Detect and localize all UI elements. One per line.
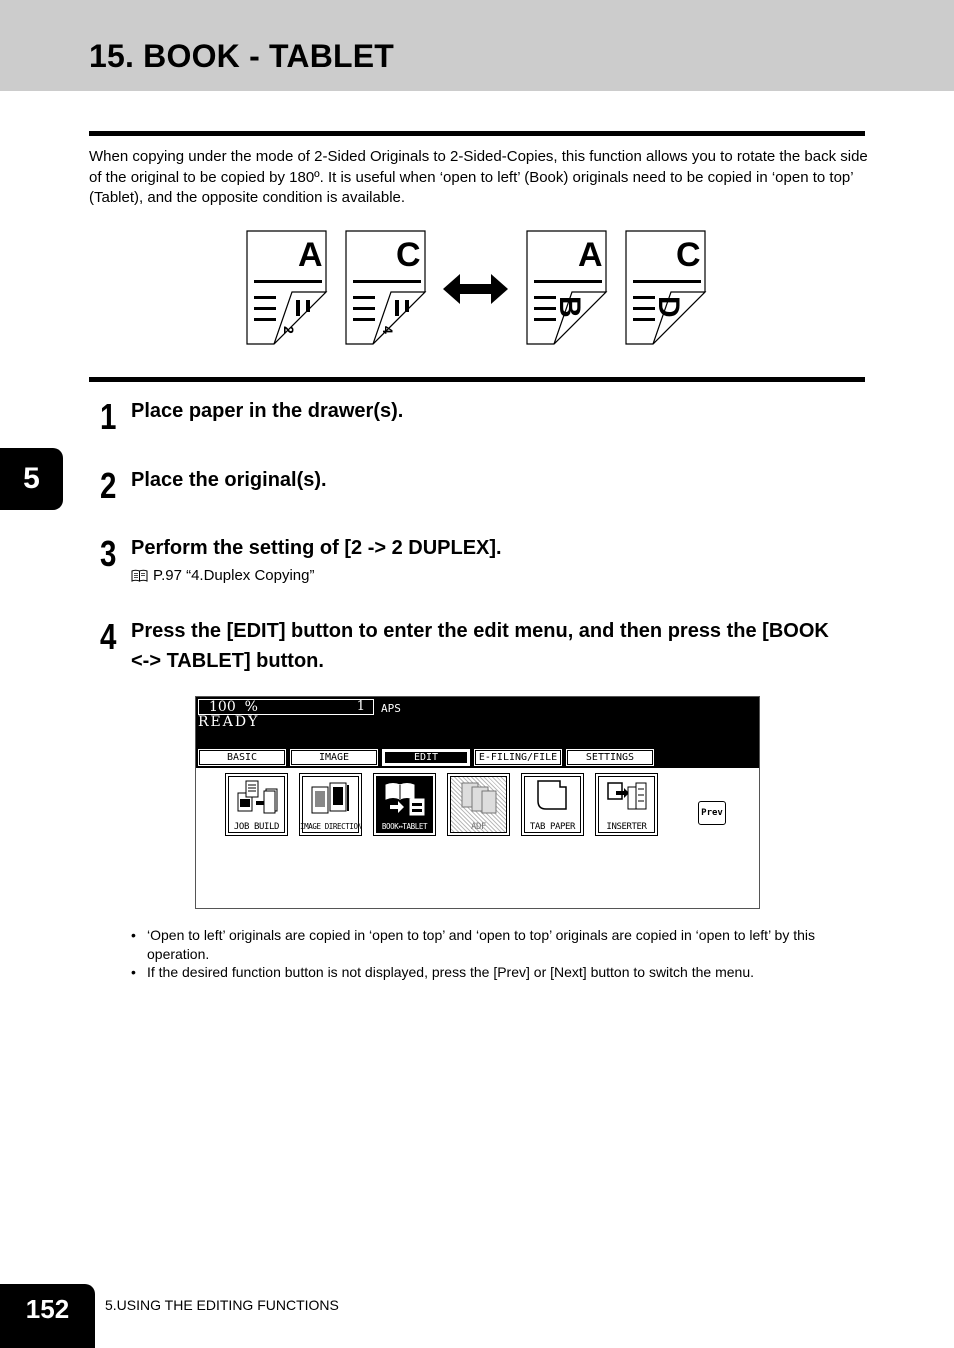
intro-paragraph: When copying under the mode of 2-Sided Originals to 2-Sided-Copies, this function allows you to rotate the back side of the original to be copied by 180º. It is useful when ‘open to left’ (Book) originals need to be copied in ‘open to top’ (Tablet), and the opposite condition is available. xyxy=(89,148,868,206)
step-text: Press the [EDIT] button to enter the edit menu, and then press the [BOOK <-> TABLET] button. xyxy=(131,620,829,672)
image-direction-icon xyxy=(310,779,352,817)
note-item: • If the desired function button is not displayed, press the [Prev] or [Next] button to switch the menu. xyxy=(131,963,861,982)
status-message: READY xyxy=(198,714,260,730)
sheet-2-front-letter: C xyxy=(396,236,421,274)
tab-paper-icon xyxy=(532,779,574,817)
tab-basic[interactable]: BASIC xyxy=(198,749,286,766)
note-item: • ‘Open to left’ originals are copied in ‘open to top’ and ‘open to top’ originals are copied in ‘open to left’ by this operation. xyxy=(131,926,861,963)
sheet-a-b xyxy=(527,231,606,344)
sheet-c-4 xyxy=(346,231,425,344)
button-label: ADF xyxy=(470,822,487,832)
sheet-a-2 xyxy=(247,231,326,344)
step-text: Perform the setting of [2 -> 2 DUPLEX]. xyxy=(131,537,502,559)
double-arrow-icon xyxy=(443,274,508,304)
inserter-button[interactable] xyxy=(595,773,658,836)
sheet-3-back-letter: B xyxy=(553,296,586,318)
sheet-4-front-letter: C xyxy=(676,236,701,274)
tab-image[interactable]: IMAGE xyxy=(290,749,378,766)
reference-text: P.97 “4.Duplex Copying” xyxy=(153,567,315,584)
sheet-2-back-letter: 4 xyxy=(380,326,396,334)
tab-e-filing-file[interactable]: E-FILING/FILE xyxy=(474,749,562,766)
step-text: Place paper in the drawer(s). xyxy=(131,400,404,422)
tab-edit[interactable]: EDIT xyxy=(382,749,470,766)
reference-link[interactable] xyxy=(131,567,314,584)
sheet-3-front-letter: A xyxy=(578,236,603,274)
button-label: INSERTER xyxy=(606,822,647,832)
adf-icon xyxy=(458,779,500,817)
tab-paper-button[interactable] xyxy=(521,773,584,836)
sheet-4-back-letter: D xyxy=(652,296,685,318)
button-label: IMAGE DIRECTION xyxy=(300,822,362,831)
step-text: Place the original(s). xyxy=(131,469,327,491)
paper-mode: APS xyxy=(381,702,401,715)
adf-button[interactable] xyxy=(447,773,510,836)
magnification-display xyxy=(198,699,374,715)
sheet-c-d xyxy=(626,231,705,344)
chapter-tab: 5 xyxy=(0,448,63,510)
footer-section-title: 5.USING THE EDITING FUNCTIONS xyxy=(105,1297,339,1313)
book-icon xyxy=(131,569,148,582)
copies-count: 1 xyxy=(356,699,365,714)
edit-function-buttons xyxy=(225,773,658,836)
job-build-button[interactable] xyxy=(225,773,288,836)
page-title: 15. BOOK - TABLET xyxy=(89,38,395,74)
magnification-value: 100 % xyxy=(209,699,258,715)
step-number: 2 xyxy=(100,465,117,506)
screen-tab-bar xyxy=(198,749,654,766)
book-tablet-icon xyxy=(384,779,426,817)
job-build-icon xyxy=(236,779,278,817)
section-rule-steps xyxy=(89,377,865,382)
sheet-1-back-letter: 2 xyxy=(281,326,297,334)
book-tablet-illustration xyxy=(246,230,708,348)
page-number: 152 xyxy=(0,1284,95,1348)
section-rule-top xyxy=(89,131,865,136)
tab-settings[interactable]: SETTINGS xyxy=(566,749,654,766)
prev-button[interactable]: Prev xyxy=(698,801,726,825)
step-number: 4 xyxy=(100,616,117,657)
step-number: 1 xyxy=(100,396,117,437)
notes-list xyxy=(131,926,861,982)
touch-panel-screen xyxy=(195,696,760,909)
button-label: JOB BUILD xyxy=(233,822,280,832)
image-direction-button[interactable] xyxy=(299,773,362,836)
book-tablet-button[interactable] xyxy=(373,773,436,836)
sheet-1-front-letter: A xyxy=(298,236,323,274)
step-number: 3 xyxy=(100,533,117,574)
button-label: TAB PAPER xyxy=(529,822,576,832)
button-label: BOOK↔TABLET xyxy=(381,822,428,831)
inserter-icon xyxy=(606,779,648,817)
